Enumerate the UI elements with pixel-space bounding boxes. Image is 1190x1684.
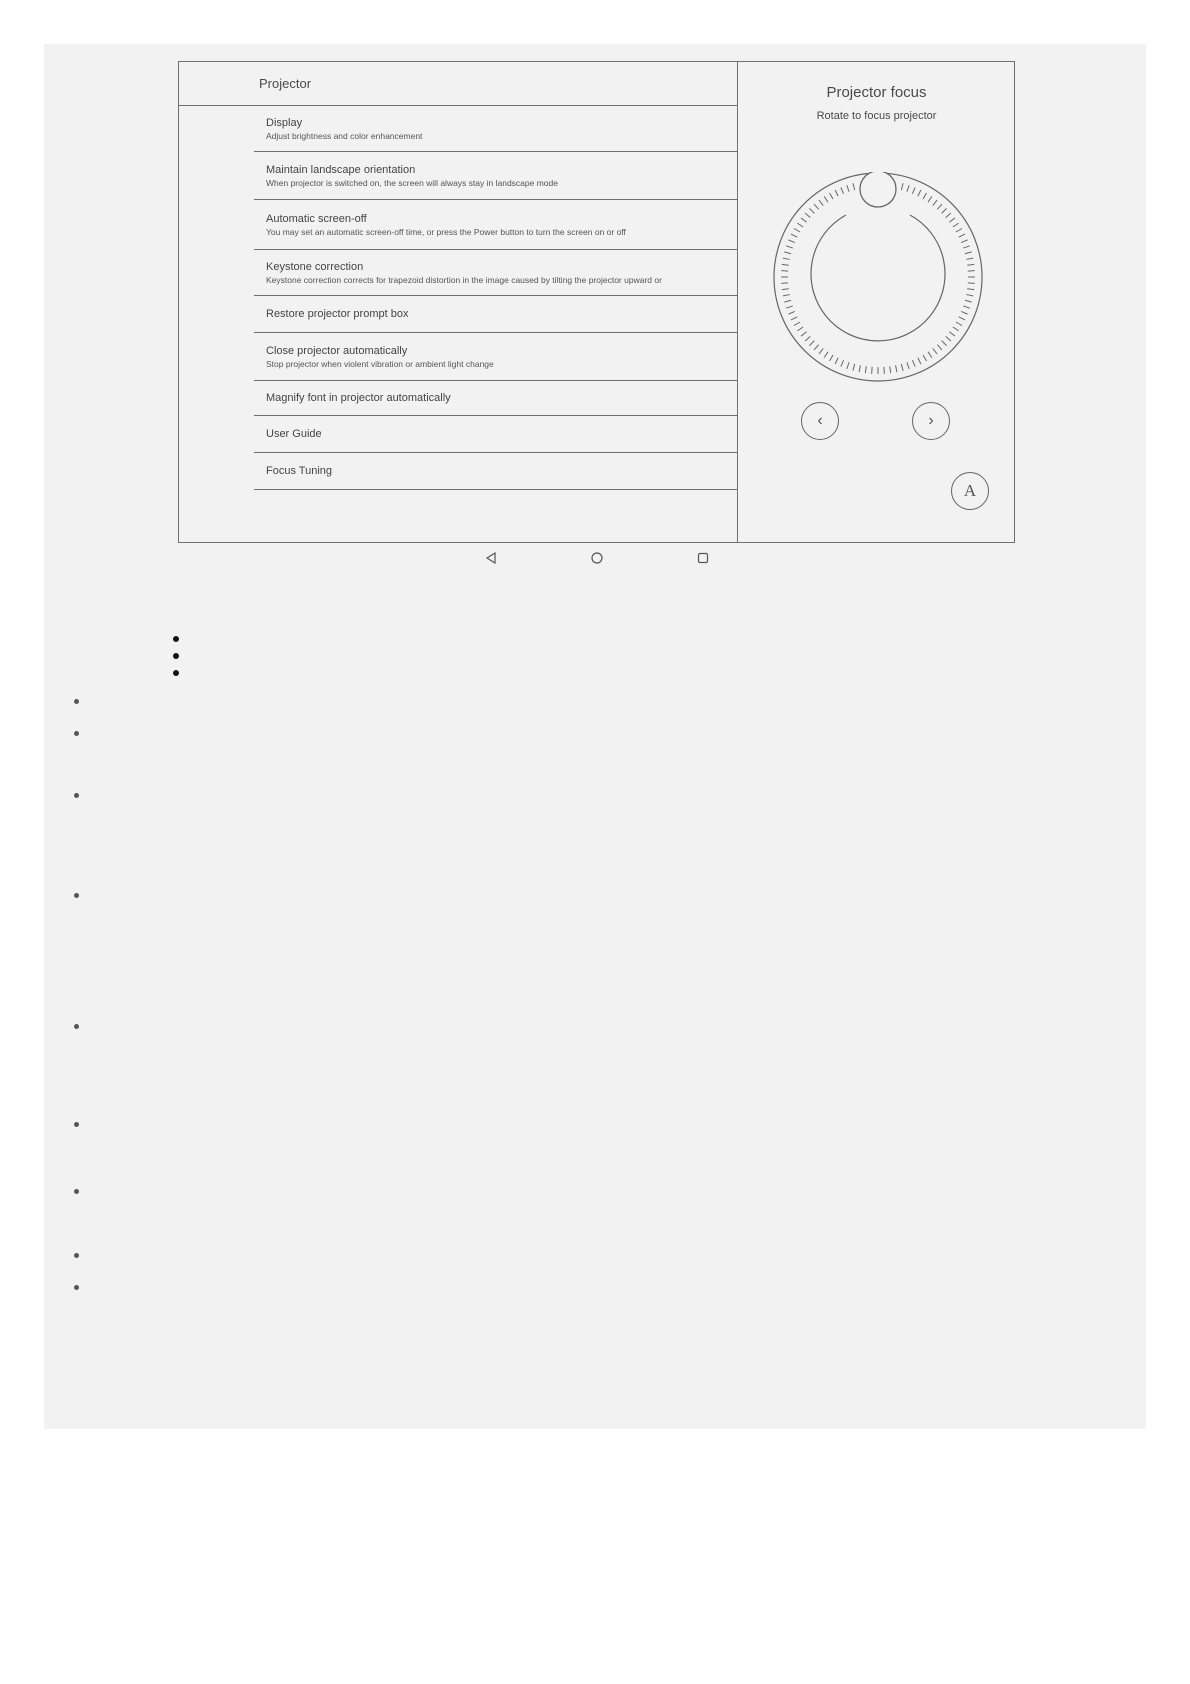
dial-tick <box>942 341 947 346</box>
auto-focus-label: A <box>963 481 977 500</box>
dial-tick <box>847 362 849 369</box>
list-bullet <box>74 793 79 798</box>
dial-tick <box>853 364 855 371</box>
settings-item-subtitle: Stop projector when violent vibration or ambient light change <box>266 358 494 369</box>
dial-tick <box>918 190 921 196</box>
list-bullet <box>74 1253 79 1258</box>
settings-item-title: Display <box>266 116 303 129</box>
settings-item-focus-tuning[interactable] <box>254 453 737 490</box>
dial-tick <box>809 341 814 346</box>
dial-tick <box>912 360 915 366</box>
focus-title: Projector focus <box>826 84 927 101</box>
list-bullet <box>74 1189 79 1194</box>
dial-tick <box>784 300 791 302</box>
settings-item-landscape[interactable] <box>254 152 737 200</box>
dial-tick <box>928 196 932 202</box>
dial-tick <box>786 246 793 248</box>
dial-tick <box>937 345 942 350</box>
settings-item-magnify-font[interactable] <box>254 381 737 416</box>
dial-tick <box>953 327 959 331</box>
dial-tick <box>783 295 790 296</box>
dial-tick <box>824 352 828 358</box>
dial-tick <box>805 213 810 218</box>
dial-tick <box>797 327 803 331</box>
dial-tick <box>788 311 794 314</box>
dial-tick <box>824 196 828 202</box>
settings-item-subtitle: Keystone correction corrects for trapezoid distortion in the image caused by tilting the projector upward or <box>266 274 662 285</box>
dial-tick <box>961 240 967 243</box>
dial-tick <box>933 348 937 354</box>
settings-item-restore-prompt[interactable] <box>254 296 737 333</box>
focus-subtitle: Rotate to focus projector <box>816 110 937 122</box>
dial-tick <box>791 234 797 237</box>
settings-item-close-auto[interactable] <box>254 333 737 381</box>
settings-item-title: Automatic screen-off <box>266 212 367 225</box>
list-bullet <box>74 1122 79 1127</box>
dial-tick <box>959 234 965 237</box>
dial-tick <box>956 322 962 326</box>
settings-title: Projector <box>259 76 312 91</box>
dial-tick <box>830 355 834 361</box>
projector-settings-screenshot <box>178 61 1015 543</box>
dial-tick <box>949 332 955 336</box>
settings-item-screen-off[interactable] <box>254 200 737 250</box>
dial-tick <box>783 258 790 259</box>
settings-item-subtitle: Adjust brightness and color enhancement <box>266 130 423 141</box>
settings-item-title: User Guide <box>266 428 322 440</box>
dial-tick <box>928 352 932 358</box>
list-bullet <box>74 731 79 736</box>
list-bullet <box>173 670 179 676</box>
settings-header <box>179 62 737 106</box>
dial-tick <box>959 317 965 320</box>
focus-next-button[interactable] <box>912 402 950 440</box>
dial-tick <box>814 204 819 209</box>
settings-item-title: Focus Tuning <box>266 465 333 477</box>
dial-inner-arc <box>811 215 945 341</box>
list-bullet <box>173 653 179 659</box>
settings-item-subtitle: When projector is switched on, the screen will always stay in landscape mode <box>266 177 558 188</box>
dial-ticks <box>781 183 975 374</box>
dial-tick <box>961 311 967 314</box>
dial-tick <box>841 360 844 366</box>
settings-item-user-guide[interactable] <box>254 416 737 453</box>
dial-tick <box>953 223 959 227</box>
dial-tick <box>942 208 947 213</box>
list-bullet <box>74 893 79 898</box>
list-bullet <box>74 1285 79 1290</box>
dial-tick <box>918 358 921 364</box>
dial-tick <box>923 193 927 199</box>
dial-tick <box>786 306 793 308</box>
dial-tick <box>963 306 970 308</box>
panel-divider <box>737 62 738 542</box>
settings-list <box>254 106 737 490</box>
dial-tick <box>859 365 860 372</box>
dial-tick <box>966 295 973 296</box>
dial-tick <box>819 348 823 354</box>
dial-tick <box>901 364 903 371</box>
settings-item-display[interactable] <box>254 106 737 152</box>
dial-tick <box>853 183 855 190</box>
document-page-panel <box>44 44 1146 1429</box>
dial-tick <box>809 208 814 213</box>
list-bullet <box>74 1024 79 1029</box>
dial-tick <box>794 229 800 233</box>
dial-tick <box>847 185 849 192</box>
dial-tick <box>841 187 844 193</box>
dial-tick <box>967 264 974 265</box>
dial-tick <box>830 193 834 199</box>
dial-tick <box>865 366 866 373</box>
dial-tick <box>907 362 909 369</box>
dial-tick <box>956 229 962 233</box>
settings-item-subtitle: You may set an automatic screen-off time, or press the Power button to turn the screen on or off <box>266 226 626 237</box>
dial-tick <box>794 322 800 326</box>
dial-tick <box>946 213 951 218</box>
dial-tick <box>805 336 810 341</box>
dial-knob[interactable] <box>860 172 896 207</box>
dial-tick <box>797 223 803 227</box>
recents-square-icon[interactable] <box>696 551 710 565</box>
settings-item-title: Close projector automatically <box>266 344 408 357</box>
dial-tick <box>791 317 797 320</box>
auto-focus-button[interactable] <box>951 472 989 510</box>
dial-tick <box>965 252 972 254</box>
dial-tick <box>835 358 838 364</box>
dial-tick <box>963 246 970 248</box>
dial-tick <box>923 355 927 361</box>
dial-tick <box>937 204 942 209</box>
dial-tick <box>949 218 955 222</box>
settings-item-title: Magnify font in projector automatically <box>266 392 451 404</box>
dial-tick <box>788 240 794 243</box>
settings-item-keystone[interactable] <box>254 250 737 296</box>
dial-tick <box>784 252 791 254</box>
settings-item-title: Keystone correction <box>266 260 364 273</box>
dial-tick <box>890 366 891 373</box>
dial-tick <box>835 190 838 196</box>
dial-tick <box>819 200 823 206</box>
chevron-left-icon: ‹ <box>817 412 823 429</box>
dial-tick <box>907 185 909 192</box>
dial-tick <box>801 218 807 222</box>
dial-tick <box>967 289 974 290</box>
focus-dial[interactable] <box>773 172 983 382</box>
list-bullet <box>173 636 179 642</box>
back-triangle-icon[interactable] <box>484 551 498 565</box>
chevron-right-icon: › <box>928 412 934 429</box>
dial-tick <box>966 258 973 259</box>
dial-tick <box>933 200 937 206</box>
list-bullet <box>74 699 79 704</box>
dial-tick <box>782 289 789 290</box>
focus-prev-button[interactable] <box>801 402 839 440</box>
settings-item-title: Maintain landscape orientation <box>266 163 416 176</box>
dial-tick <box>896 365 897 372</box>
dial-tick <box>782 264 789 265</box>
settings-item-title: Restore projector prompt box <box>266 308 409 320</box>
dial-tick <box>965 300 972 302</box>
dial-tick <box>912 187 915 193</box>
home-circle-icon[interactable] <box>590 551 604 565</box>
projector-focus-panel <box>739 62 1014 542</box>
dial-tick <box>814 345 819 350</box>
dial-tick <box>901 183 903 190</box>
dial-tick <box>801 332 807 336</box>
dial-tick <box>946 336 951 341</box>
